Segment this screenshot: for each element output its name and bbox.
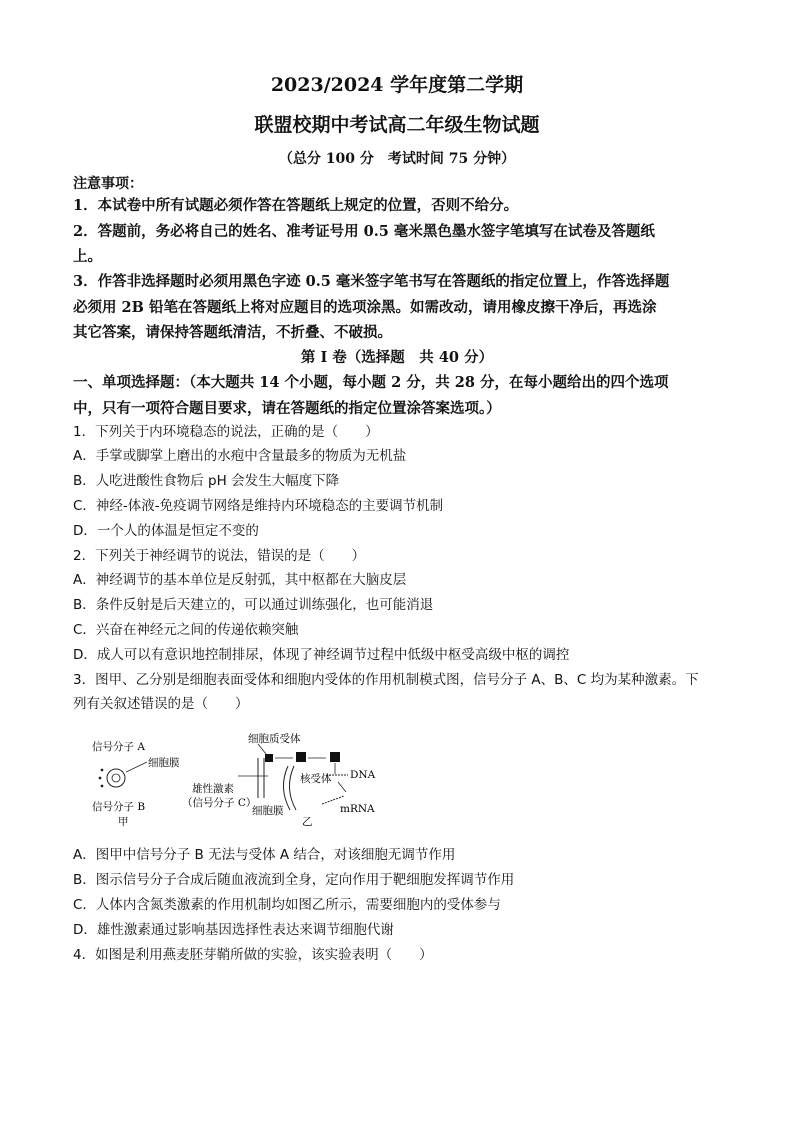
section-single-choice-cont: 中，只有一项符合题目要求，请在答题纸的指定位置涂答案选项。）: [73, 400, 501, 417]
q1-option-d: D．一个人的体温是恒定不变的: [73, 523, 259, 539]
q3-stem: 3．图甲、乙分别是细胞表面受体和细胞内受体的作用机制模式图，信号分子 A、B、C 均为某种激素。下: [73, 672, 699, 688]
q2-option-b: B．条件反射是后天建立的，可以通过训练强化，也可能消退: [73, 597, 434, 613]
fig-sig-b-label: 信号分子 B: [92, 801, 146, 813]
fig-receptor-block: [265, 754, 273, 762]
q2-option-d: D．成人可以有意识地控制排尿，体现了神经调节过程中低级中枢受高级中枢的调控: [73, 647, 570, 663]
fig-yi-label: 乙: [302, 816, 313, 828]
notice-item-2-cont: 上。: [73, 248, 102, 265]
q2-stem: 2．下列关于神经调节的说法，错误的是（ ）: [73, 548, 366, 564]
fig-dna-label: DNA: [350, 769, 376, 781]
notice-item-3-cont1: 必须用 2B 铅笔在答题纸上将对应题目的选项涂黑。如需改动，请用橡皮擦干净后，再选涂: [73, 299, 657, 316]
q3-stem-cont: 列有关叙述错误的是（ ）: [73, 696, 249, 712]
fig-membrane-pointer: [126, 762, 147, 772]
fig-complex-block: [296, 752, 306, 762]
fig-signal-dot: [101, 785, 104, 788]
q1-option-c: C．神经-体液-免疫调节网络是维持内环境稳态的主要调节机制: [73, 498, 444, 514]
fig-complex-block-2: [330, 752, 340, 762]
notice-item-2: 2．答题前，务必将自己的姓名、准考证号用 0.5 毫米黑色墨水签字笔填写在试卷及答题纸: [73, 223, 655, 240]
q2-option-c: C．兴奋在神经元之间的传递依赖突触: [73, 622, 299, 638]
fig-mrna-arrow: [338, 782, 346, 792]
q3-option-b: B．图示信号分子合成后随血液流到全身，定向作用于靶细胞发挥调节作用: [73, 872, 515, 888]
notice-item-3-cont2: 其它答案，请保持答题纸清洁，不折叠、不破损。: [73, 324, 392, 341]
q3-option-d: D．雄性激素通过影响基因选择性表达来调节细胞代谢: [73, 922, 394, 938]
fig-cell-outer: [107, 769, 125, 787]
exam-term-title: 2023/2024 学年度第二学期: [270, 74, 524, 96]
q3-option-a: A．图甲中信号分子 B 无法与受体 A 结合，对该细胞无调节作用: [73, 847, 456, 863]
fig-membrane-label: 细胞膜: [148, 757, 180, 769]
q3-figure: [88, 726, 408, 834]
q4-stem: 4．如图是利用燕麦胚芽鞘所做的实验，该实验表明（ ）: [73, 947, 433, 963]
section-single-choice: 一、单项选择题：（本大题共 14 个小题，每小题 2 分，共 28 分，在每小题给出的四个选项: [73, 374, 669, 391]
q1-option-b: B．人吃进酸性食物后 pH 会发生大幅度下降: [73, 473, 340, 489]
q1-stem: 1．下列关于内环境稳态的说法，正确的是（ ）: [73, 424, 379, 440]
fig-jia-label: 甲: [118, 816, 129, 828]
fig-cyto-receptor-arrow: [258, 744, 266, 754]
fig-membrane2-label: 细胞膜: [252, 805, 284, 817]
fig-nuclear-receptor-label: 核受体: [300, 773, 332, 785]
notice-heading: 注意事项：: [73, 176, 143, 192]
fig-mrna-label: mRNA: [340, 803, 375, 815]
fig-sig-c-label: （信号分子 C）: [182, 797, 257, 809]
fig-male-hormone-label: 雄性激素: [192, 783, 234, 795]
fig-cyto-receptor-label: 细胞质受体: [248, 733, 301, 745]
fig-nuclear-envelope: [289, 766, 296, 810]
q2-option-a: A．神经调节的基本单位是反射弧，其中枢都在大脑皮层: [73, 572, 407, 588]
fig-sig-a-label: 信号分子 A: [92, 741, 145, 753]
q3-option-c: C．人体内含氮类激素的作用机制均如图乙所示，需要细胞内的受体参与: [73, 897, 501, 913]
notice-item-1: 1．本试卷中所有试题必须作答在答题纸上规定的位置，否则不给分。: [73, 197, 519, 214]
fig-signal-dot: [101, 769, 104, 772]
q1-option-a: A．手掌或脚掌上磨出的水疱中含量最多的物质为无机盐: [73, 448, 407, 464]
fig-signal-dot: [99, 777, 102, 780]
notice-item-3: 3．作答非选择题时必须用黑色字迹 0.5 毫米签字笔书写在答题纸的指定位置上，作答选择题: [73, 273, 670, 290]
fig-cell-inner: [112, 774, 120, 782]
exam-subtitle: （总分 100 分 考试时间 75 分钟）: [278, 151, 516, 167]
exam-main-title: 联盟校期中考试高二年级生物试题: [254, 114, 540, 136]
part1-title: 第 I 卷（选择题 共 40 分）: [300, 349, 494, 366]
